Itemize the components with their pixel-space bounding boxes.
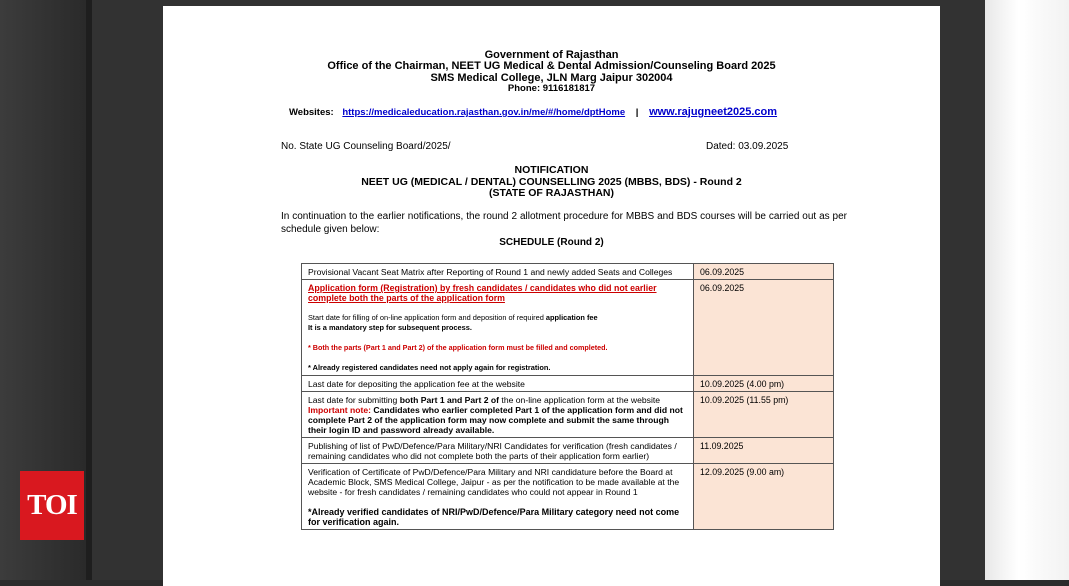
reference-date: Dated: 03.09.2025 bbox=[706, 141, 789, 152]
websites-separator: | bbox=[635, 107, 639, 118]
start-date-text: Start date for filling of on-line application form and deposition of required application fee bbox=[308, 313, 598, 322]
document-page bbox=[163, 6, 940, 586]
table-row bbox=[302, 376, 834, 392]
verified-candidates-note: *Already verified candidates of NRI/PwD/Defence/Para Military category need not come for verification again. bbox=[308, 507, 680, 527]
row-date: 11.09.2025 bbox=[694, 438, 834, 464]
row-description bbox=[302, 280, 694, 376]
website-link-medicaleducation[interactable]: https://medicaleducation.rajasthan.gov.in/me/#/home/dptHome bbox=[342, 107, 626, 118]
submission-text: Last date for submitting both Part 1 and Part 2 of the on-line application form at the website bbox=[308, 395, 661, 405]
already-registered-note: * Already registered candidates need not apply again for registration. bbox=[308, 363, 551, 372]
header-address: SMS Medical College, JLN Marg Jaipur 302004 bbox=[430, 72, 673, 84]
schedule-table bbox=[301, 263, 834, 530]
header-government: Government of Rajasthan bbox=[484, 49, 619, 61]
website-link-rajugneet[interactable]: www.rajugneet2025.com bbox=[649, 106, 778, 118]
websites-label: Websites: bbox=[289, 107, 334, 118]
notification-subtitle: NEET UG (MEDICAL / DENTAL) COUNSELLING 2025 (MBBS, BDS) - Round 2 bbox=[361, 176, 742, 188]
mandatory-step-text: It is a mandatory step for subsequent process. bbox=[308, 323, 472, 332]
background-right bbox=[985, 0, 1069, 580]
row-date: 10.09.2025 (4.00 pm) bbox=[694, 376, 834, 392]
row-date: 06.09.2025 bbox=[694, 264, 834, 280]
row-date: 10.09.2025 (11.55 pm) bbox=[694, 392, 834, 438]
websites-line bbox=[289, 106, 777, 118]
row-description bbox=[302, 464, 694, 530]
table-row bbox=[302, 280, 834, 376]
row-description: Provisional Vacant Seat Matrix after Reporting of Round 1 and newly added Seats and Colleges bbox=[302, 264, 694, 280]
important-note: Important note: Candidates who earlier completed Part 1 of the application form and did not complete Part 2 of the application form may now complete and submit the same through their login ID and password already available. bbox=[308, 405, 683, 435]
schedule-title: SCHEDULE (Round 2) bbox=[499, 237, 604, 248]
table-row bbox=[302, 264, 834, 280]
both-parts-note: * Both the parts (Part 1 and Part 2) of the application form must be filled and completed. bbox=[308, 343, 608, 352]
notification-title: NOTIFICATION bbox=[514, 164, 589, 176]
row-description: Last date for depositing the application fee at the website bbox=[302, 376, 694, 392]
row-description bbox=[302, 392, 694, 438]
table-row bbox=[302, 438, 834, 464]
verification-text: Verification of Certificate of PwD/Defence/Para Military and NRI candidature before the Board at Academic Block, SMS Medical College, Jaipur - as per the notification to be made available at the website - for fresh candidates / remaining candidates who could not appear in Round 1 bbox=[308, 467, 680, 497]
header-office: Office of the Chairman, NEET UG Medical & Dental Admission/Counseling Board 2025 bbox=[327, 60, 776, 72]
row-date: 12.09.2025 (9.00 am) bbox=[694, 464, 834, 530]
row-description: Publishing of list of PwD/Defence/Para Military/NRI Candidates for verification (fresh candidates / remaining candidates who did not complete both the parts of their application form earlier) bbox=[302, 438, 694, 464]
row-date: 06.09.2025 bbox=[694, 280, 834, 376]
notification-state: (STATE OF RAJASTHAN) bbox=[488, 187, 615, 199]
table-row bbox=[302, 392, 834, 438]
intro-paragraph: In continuation to the earlier notifications, the round 2 allotment procedure for MBBS and BDS courses will be carried out as per schedule given below: bbox=[281, 211, 847, 235]
application-form-heading: Application form (Registration) by fresh candidates / candidates who did not earlier complete both the parts of the application form bbox=[308, 283, 657, 303]
toi-logo-badge: TOI bbox=[20, 471, 84, 540]
table-row bbox=[302, 464, 834, 530]
header-phone: Phone: 9116181817 bbox=[507, 83, 596, 94]
reference-number: No. State UG Counseling Board/2025/ bbox=[281, 141, 451, 152]
